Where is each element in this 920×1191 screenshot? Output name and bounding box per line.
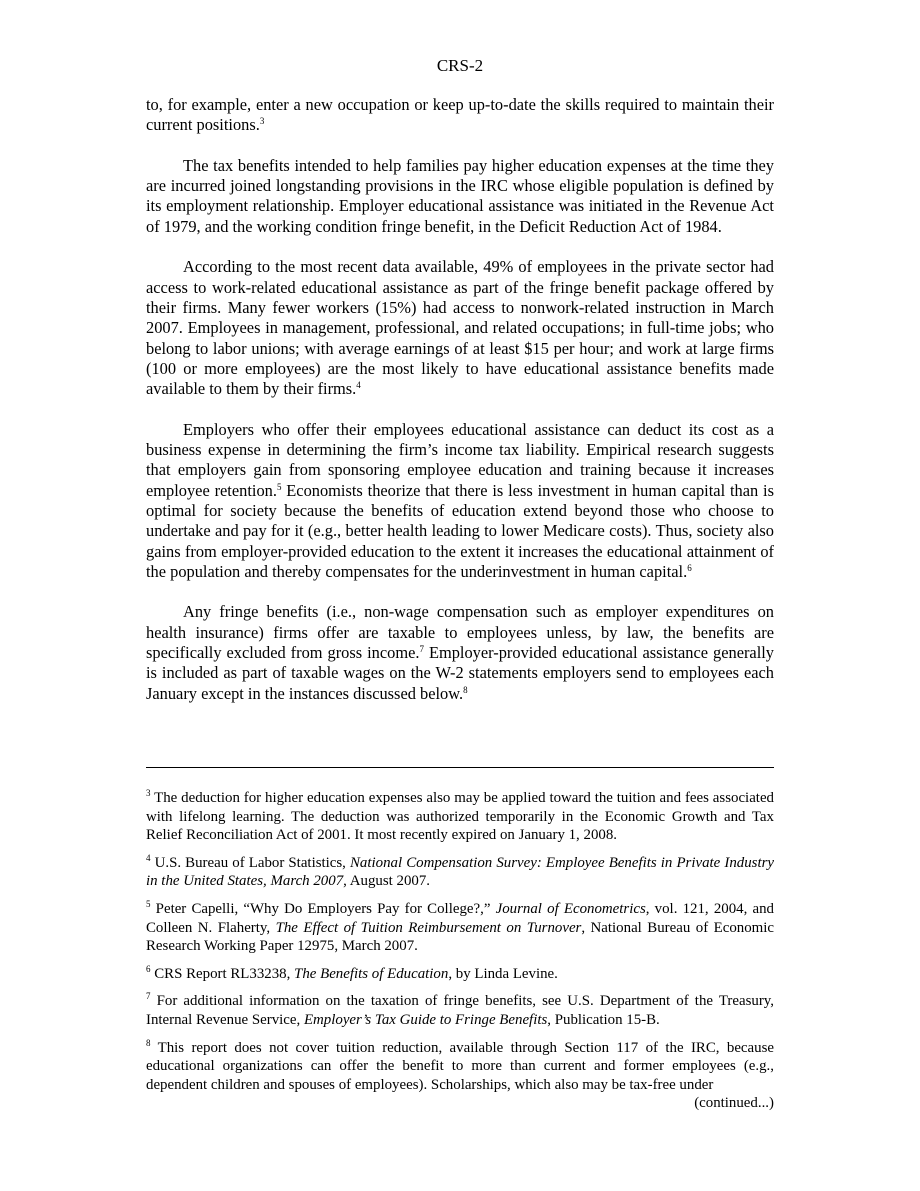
page-header xyxy=(0,55,920,77)
footnote-divider xyxy=(146,767,774,768)
body-text xyxy=(146,95,774,724)
page-number: CRS-2 xyxy=(436,56,484,75)
footnote-ref-7[interactable]: 7 xyxy=(419,644,424,655)
paragraph-3: According to the most recent data available, 49% of employees in the private sector had access to work-related educational assistance as part of the fringe benefit package offered by their firms. Many fewer workers (15%) had access to nonwork-related instruction in March 2007. Employees in management, professional, and related occupations; in full-time jobs; who belong to labor unions; with average earnings of at least $15 per hour; and work at large firms (100 or more employees) are the most likely to have educational assistance benefits made available to them by their firms.$^4$ xyxy=(146,257,774,399)
cited-title: The Effect of Tuition Reimbursement on Turnover xyxy=(275,919,582,936)
paragraph-5: Any fringe benefits (i.e., non-wage compensation such as employer expenditures on health insurance) firms offer are taxable to employees unless, by law, the benefits are specifically excluded from gross income.$^7$ Employer-provided educational assistance generally is included as part of taxable wages on the W-2 statements employers send to employees each January except in the instances discussed below.$^8$ xyxy=(146,602,774,703)
cited-title: National Compensation Survey: Employee Benefits in Private Industry in the United States, March 2007 xyxy=(146,854,774,890)
paragraph-2: The tax benefits intended to help families pay higher education expenses at the time they are incurred joined longstanding provisions in the IRC whose eligible population is defined by its employment relationship. Employer educational assistance was initiated in the Revenue Act of 1979, and the working condition fringe benefit, in the Deficit Reduction Act of 1984. xyxy=(146,155,774,236)
footnote-ref-4[interactable]: 4 xyxy=(356,380,361,391)
footnote-ref-5[interactable]: 5 xyxy=(276,481,282,492)
continued-marker: (continued...) xyxy=(694,1095,774,1112)
footnote-number: 6 xyxy=(146,963,151,974)
footnote-ref-8[interactable]: 8 xyxy=(463,684,468,695)
footnote-number: 5 xyxy=(146,898,151,909)
cited-title: The Benefits of Education xyxy=(294,965,449,982)
footnote-ref-3[interactable]: 3 xyxy=(259,116,265,127)
footnote-number: 8 xyxy=(146,1037,151,1048)
footnote-number: 4 xyxy=(146,852,151,863)
footnote-3: $^3$ The deduction for higher education expenses also may be applied toward the tuition and fees associated with lifelong learning. The deduction was authorized temporarily in the Economic Growth and Tax Relief Reconciliation Act of 2001. It most recently expired on January 1, 2008. xyxy=(146,788,774,844)
footnote-7: $^7$ For additional information on the taxation of fringe benefits, see U.S. Department of the Treasury, Internal Revenue Service, Employer’s Tax Guide to Fringe Benefits, Publication 15-B. xyxy=(146,991,774,1028)
footnote-6: $^6$ CRS Report RL33238, The Benefits of Education, by Linda Levine. xyxy=(146,963,558,982)
cited-title: Employer’s Tax Guide to Fringe Benefits xyxy=(303,1011,548,1028)
footnote-4: $^4$ U.S. Bureau of Labor Statistics, National Compensation Survey: Employee Benefits in Private Industry in the United States, March 2007, August 2007. xyxy=(146,852,774,890)
footnote-5: $^5$ Peter Capelli, “Why Do Employers Pay for College?,” Journal of Econometrics, vol. 121, 2004, and Colleen N. Flaherty, The Effect of Tuition Reimbursement on Turnover, National Bureau of Economic Research Working Paper 12975, March 2007. xyxy=(146,898,774,955)
paragraph-4: Employers who offer their employees educational assistance can deduct its cost as a business expense in determining the firm’s income tax liability. Empirical research suggests that employers gain from sponsoring employee education and training because it increases employee retention.$^5$ Economists theorize that there is less investment in human capital than is optimal for society because the benefits of education extend beyond those who choose to undertake and pay for it (e.g., better health leading to lower Medicare costs). Thus, society also gains from employer-provided education to the extent it increases the educational attainment of the population and thereby compensates for the underinvestment in human capital.$^6$ xyxy=(146,419,774,581)
footnote-number: 7 xyxy=(146,991,151,1002)
footnote-8: $^8$ This report does not cover tuition reduction, available through Section 117 of the IRC, because educational organizations can offer the benefit to more than current and former employees (e.g., dependent children and spouses of employees). Scholarships, which also may be tax-free under xyxy=(146,1037,774,1093)
cited-journal: Journal of Econometrics xyxy=(495,900,646,917)
paragraph-1: to, for example, enter a new occupation or keep up-to-date the skills required to maintain their current positions.$^3$ xyxy=(146,95,774,135)
footnotes xyxy=(146,789,774,1113)
footnote-number: 3 xyxy=(146,788,151,798)
footnote-ref-6[interactable]: 6 xyxy=(687,562,692,573)
